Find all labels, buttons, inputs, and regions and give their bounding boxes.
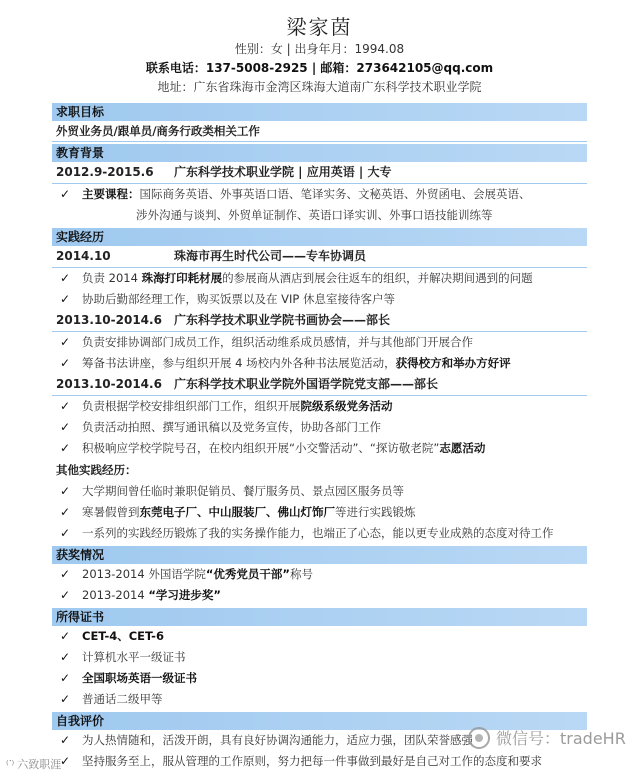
item-text: 积极响应学校学院号召，在校内组织开展“小交警活动”、“探访敬老院”	[82, 441, 440, 455]
watermark-right	[468, 726, 626, 749]
gender-birth-line: 性别：女 | 出身年月：1994.08	[234, 42, 405, 56]
check-icon: ✓	[60, 505, 71, 519]
certificate-text: CET-4、CET-6	[82, 629, 164, 643]
item-text: 筹备书法讲座，参与组织开展 4 场校内外各种书法展览活动，	[82, 356, 396, 370]
item-text: 协助后勤部经理工作，购买饭票以及在 VIP 休息室接待客户等	[82, 292, 396, 306]
check-icon: ✓	[60, 629, 71, 643]
check-icon: ✓	[60, 588, 71, 602]
check-icon: ✓	[60, 526, 71, 540]
item-text-bold: 志愿活动	[439, 441, 486, 455]
practice-entries	[52, 246, 587, 459]
item-text: 负责根据学校安排组织部门工作，组织开展	[82, 399, 301, 413]
check-icon: ✓	[60, 420, 71, 434]
list-item	[52, 353, 587, 374]
practice-entry-row	[52, 374, 587, 396]
awards-title: 获奖情况	[52, 546, 587, 564]
practice-org: 广东科学技术职业学院外国语学院党支部——部长	[174, 377, 439, 391]
practice-entry-row	[52, 310, 587, 332]
check-icon: ✓	[60, 567, 71, 581]
education-section	[52, 144, 587, 226]
item-text: 2013-2014	[82, 588, 149, 602]
courses-label: 主要课程：	[82, 187, 140, 201]
list-item	[52, 332, 587, 353]
practice-date: 2013.10-2014.6	[56, 313, 162, 327]
list-item	[52, 564, 587, 585]
other-practice-title: 其他实践经历：	[56, 463, 137, 477]
check-icon: ✓	[60, 671, 71, 685]
certificates-section	[52, 608, 587, 710]
practice-org: 珠海市再生时代公司——专车协调员	[174, 249, 367, 263]
courses-line1: 国际商务英语、外事英语口语、笔译实务、文秘英语、外贸函电、会展英语、	[139, 187, 531, 201]
other-practice-list	[52, 481, 587, 544]
list-item	[52, 523, 587, 544]
certificates-title: 所得证书	[52, 608, 587, 626]
courses-item	[52, 184, 587, 205]
item-text-bold: “优秀党员干部”	[205, 567, 290, 581]
list-item	[52, 647, 587, 668]
item-text-bold: 获得校方和举办方好评	[395, 356, 511, 370]
practice-org: 广东科学技术职业学院书画协会——部长	[174, 313, 391, 327]
certificate-text: 计算机水平一级证书	[82, 650, 186, 664]
certificate-text: 普通话二级甲等	[82, 692, 163, 706]
item-text-tail: 称号	[289, 567, 313, 581]
item-text: 大学期间曾任临时兼职促销员、餐厅服务员、景点园区服务员等	[82, 484, 404, 498]
certificate-text: 全国职场英语一级证书	[82, 671, 197, 685]
certificates-list	[52, 626, 587, 710]
practice-entry-row	[52, 246, 587, 268]
check-icon: ✓	[60, 692, 71, 706]
objective-text: 外贸业务员/跟单员/商务行政类相关工作	[52, 121, 587, 142]
education-org: 广东科学技术职业学院 | 应用英语 | 大专	[174, 165, 392, 179]
item-text: 寒暑假曾到	[82, 505, 140, 519]
education-title: 教育背景	[52, 144, 587, 162]
practice-date: 2014.10	[56, 249, 111, 263]
list-item	[52, 502, 587, 523]
item-text: 2013-2014 外国语学院	[82, 567, 206, 581]
education-row	[52, 162, 587, 184]
practice-date: 2013.10-2014.6	[56, 377, 162, 391]
check-icon: ✓	[60, 484, 71, 498]
wechat-logo-icon	[468, 727, 490, 749]
list-item	[52, 268, 587, 289]
list-item	[52, 585, 587, 606]
list-item	[52, 289, 587, 310]
self-eval-title: 自我评价	[52, 712, 587, 730]
resume-name: 梁家茵	[286, 15, 353, 39]
item-text: 负责活动拍照、撰写通讯稿以及党务宣传，协助各部门工作	[82, 420, 381, 434]
practice-title: 实践经历	[52, 228, 587, 246]
awards-section	[52, 546, 587, 606]
check-icon: ✓	[60, 187, 71, 201]
check-icon: ✓	[60, 292, 71, 306]
watermark-left-text: 六致职涯	[17, 758, 62, 771]
item-text-bold: 东莞电子厂、中山服装厂、佛山灯饰厂	[139, 505, 335, 519]
item-text: 一系列的实践经历锻炼了我的实务操作能力，也端正了心态，能以更专业成熟的态度对待工作	[82, 526, 554, 540]
resume	[52, 0, 587, 772]
list-item	[52, 626, 587, 647]
objective-title: 求职目标	[52, 103, 587, 121]
item-text-bold: 院级系级党务活动	[300, 399, 393, 413]
watermark-left-icon: ⁽ᐝ⁾	[6, 757, 15, 771]
check-icon: ✓	[60, 733, 71, 747]
check-icon: ✓	[60, 399, 71, 413]
list-item	[52, 417, 587, 438]
item-text-tail: 等进行实践锻炼	[335, 505, 416, 519]
check-icon: ✓	[60, 335, 71, 349]
awards-list	[52, 564, 587, 606]
practice-section	[52, 228, 587, 544]
item-text-tail: 的参展商从酒店到展会往返车的组织，并解决期间遇到的问题	[222, 271, 533, 285]
watermark-right-text: 微信号：tradeHR	[496, 729, 626, 748]
address-line: 地址：广东省珠海市金湾区珠海大道南广东科学技术职业学院	[157, 80, 482, 94]
list-item	[52, 668, 587, 689]
self-eval-text: 为人热情随和，活泼开朗，具有良好协调沟通能力，适应力强，团队荣誉感强	[82, 733, 473, 747]
list-item	[52, 751, 587, 772]
objective-section	[52, 103, 587, 142]
check-icon: ✓	[60, 271, 71, 285]
item-text: 负责 2014	[82, 271, 142, 285]
check-icon: ✓	[60, 356, 71, 370]
check-icon: ✓	[60, 650, 71, 664]
item-text-bold: 珠海打印耗材展	[141, 271, 223, 285]
self-eval-text: 坚持服务至上，服从管理的工作原则，努力把每一件事做到最好是自己对工作的态度和要求	[82, 754, 542, 768]
list-item	[52, 396, 587, 417]
item-text: 负责安排协调部门成员工作，组织活动维系成员感情，并与其他部门开展合作	[82, 335, 473, 349]
watermark-left	[6, 756, 61, 772]
list-item	[52, 689, 587, 710]
check-icon: ✓	[60, 441, 71, 455]
list-item	[52, 438, 587, 459]
list-item	[52, 481, 587, 502]
contact-line: 联系电话：137-5008-2925 | 邮箱：273642105@qq.com	[145, 61, 494, 75]
courses-line2: 涉外沟通与谈判、外贸单证制作、英语口译实训、外事口语技能训练等	[136, 208, 493, 222]
education-date: 2012.9-2015.6	[56, 165, 154, 179]
check-icon: ✓	[60, 754, 71, 768]
item-text-bold: “学习进步奖”	[148, 588, 221, 602]
